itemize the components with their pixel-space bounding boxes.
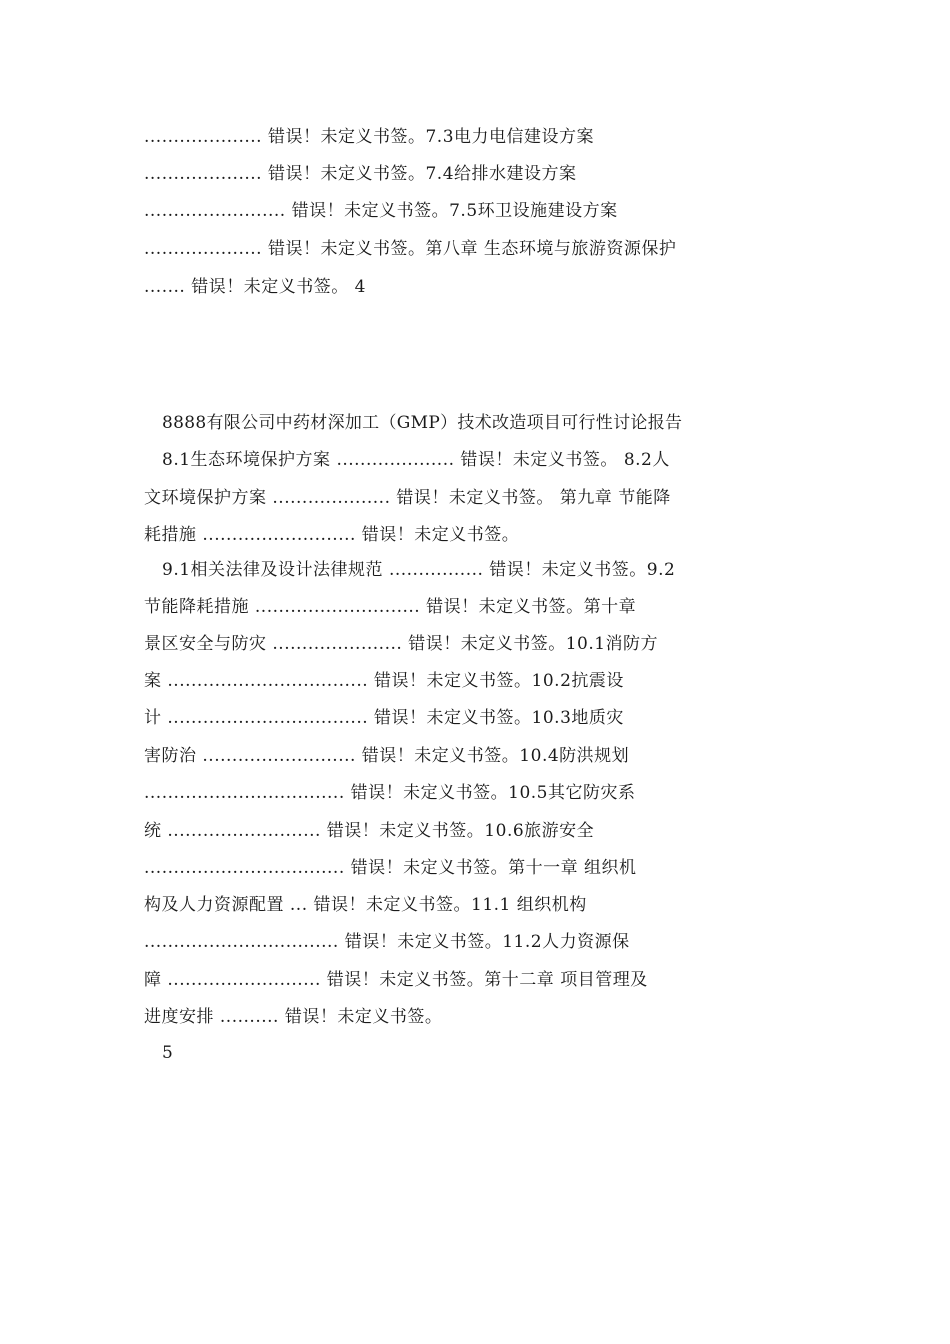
toc-line: 害防治 .......................... 错误！未定义书签。10.4防洪规划 (144, 746, 630, 766)
toc-line: 计 .................................. 错误！未定义书签。10.3地质灾 (144, 708, 624, 728)
toc-line-with-page-number: ....... 错误！未定义书签。 4 (144, 277, 366, 297)
toc-line: 8.1生态环境保护方案 .................... 错误！未定义书签。 8.2人 (162, 450, 670, 470)
toc-line: .................... 错误！未定义书签。7.3电力电信建设方案 (144, 127, 595, 147)
running-header: 8888有限公司中药材深加工（GMP）技术改造项目可行性讨论报告 (162, 413, 683, 433)
toc-line: 节能降耗措施 ............................ 错误！未定义书签。第十章 (144, 597, 637, 617)
toc-line: .................... 错误！未定义书签。7.4给排水建设方案 (144, 164, 577, 184)
page-number: 5 (162, 1043, 173, 1063)
toc-line: 障 .......................... 错误！未定义书签。第十二章 项目管理及 (144, 970, 648, 990)
toc-line: 统 .......................... 错误！未定义书签。10.6旅游安全 (144, 821, 595, 841)
toc-line: 进度安排 .......... 错误！未定义书签。 (144, 1007, 443, 1027)
toc-line: 文环境保护方案 .................... 错误！未定义书签。 第九章 节能降 (144, 488, 671, 508)
toc-line: 9.1相关法律及设计法律规范 ................ 错误！未定义书签。9.2 (162, 560, 676, 580)
toc-line: .................................. 错误！未定义书签。10.5其它防灾系 (144, 783, 636, 803)
toc-line: 耗措施 .......................... 错误！未定义书签。 (144, 525, 520, 545)
toc-line: .................................. 错误！未定义书签。第十一章 组织机 (144, 858, 637, 878)
toc-line: 构及人力资源配置 ... 错误！未定义书签。11.1 组织机构 (144, 895, 587, 915)
toc-line: .................... 错误！未定义书签。第八章 生态环境与旅游资源保护 (144, 239, 677, 259)
toc-line: 景区安全与防灾 ...................... 错误！未定义书签。10.1消防方 (144, 634, 659, 654)
toc-line: ........................ 错误！未定义书签。7.5环卫设施建设方案 (144, 201, 618, 221)
toc-line: 案 .................................. 错误！未定义书签。10.2抗震设 (144, 671, 624, 691)
toc-line: ................................. 错误！未定义书签。11.2人力资源保 (144, 932, 630, 952)
